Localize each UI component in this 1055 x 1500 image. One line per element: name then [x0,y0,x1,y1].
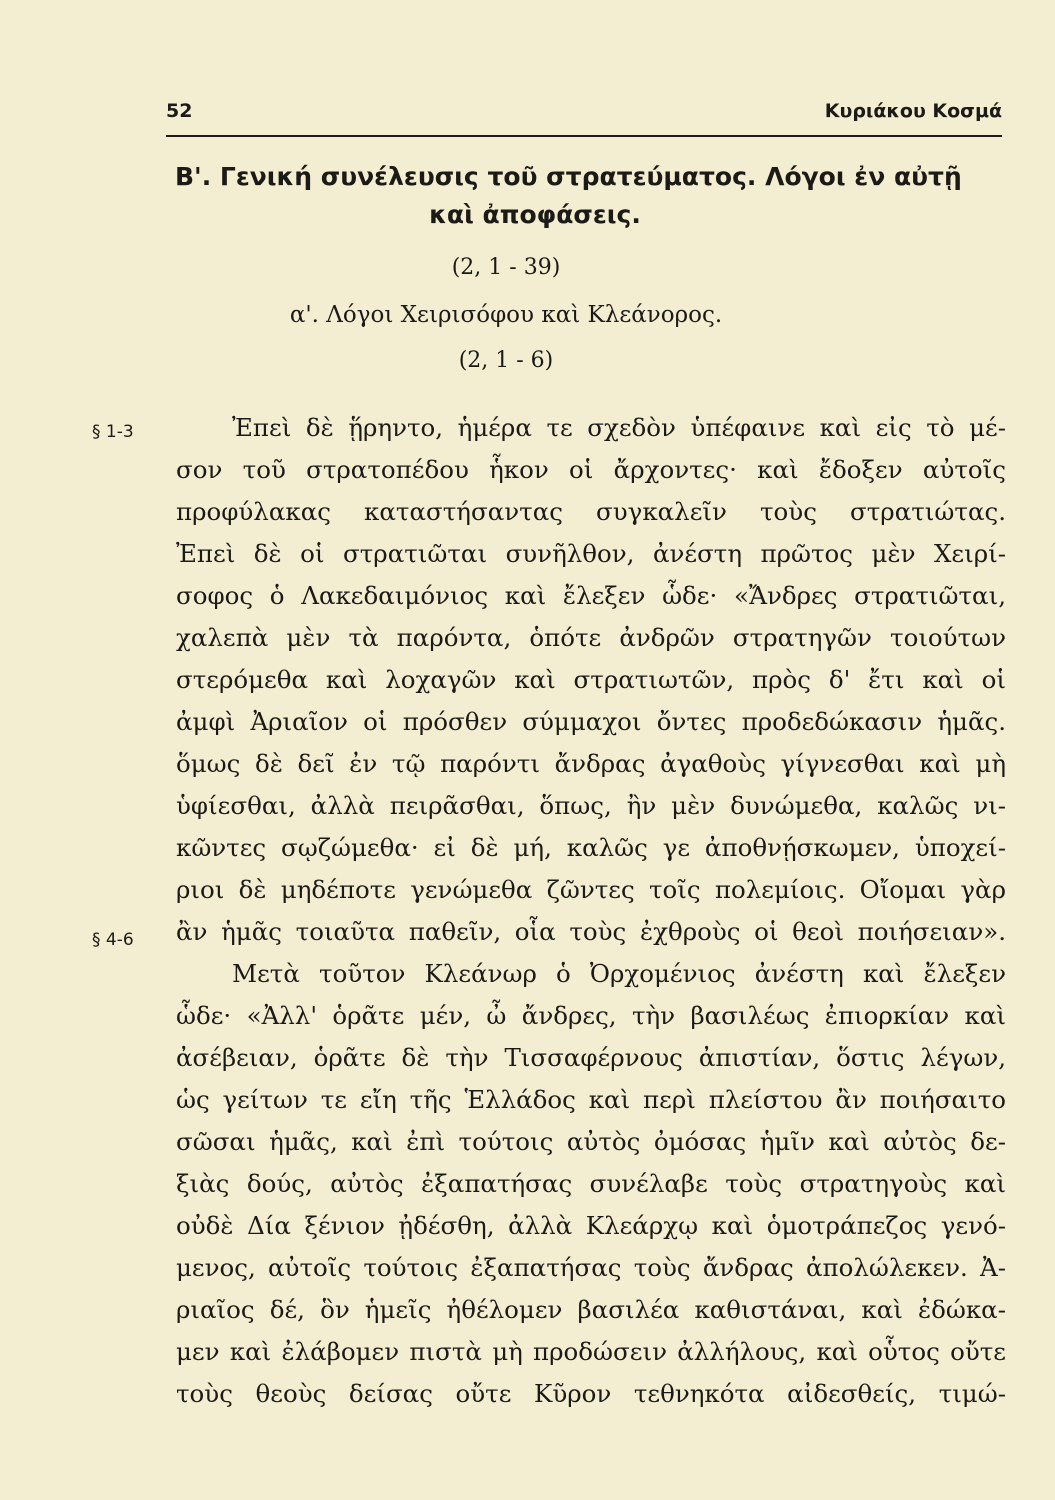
text-line: οὐδὲ Δία ξένιον ᾐδέσθη, ἀλλὰ Κλεάρχῳ καὶ ὁμοτράπεζος γενό- [176,1211,1006,1240]
text-line: χαλεπὰ μὲν τὰ παρόντα, ὁπότε ἀνδρῶν στρατηγῶν τοιούτων [176,623,1006,652]
text-line: στερόμεθα καὶ λοχαγῶν καὶ στρατιωτῶν, πρὸς δ' ἔτι καὶ οἱ [176,665,1006,694]
text-line: τοὺς θεοὺς δείσας οὔτε Κῦρον τεθνηκότα αἰδεσθείς, τιμώ- [176,1379,1006,1408]
running-head [166,100,1002,128]
text-line: ριοι δὲ μηδέποτε γενώμεθα ζῶντες τοῖς πολεμίοις. Οἴομαι γὰρ [176,875,1006,904]
text-line: σῶσαι ἡμᾶς, καὶ ἐπὶ τούτοις αὐτὸς ὀμόσας ἡμῖν καὶ αὐτὸς δε- [176,1127,1006,1156]
header-rule [166,135,1002,137]
text-line: Ἐπεὶ δὲ ᾕρηντο, ἡμέρα τε σχεδὸν ὑπέφαινε καὶ εἰς τὸ μέ- [232,413,1006,442]
text-line: Ἐπεὶ δὲ οἱ στρατιῶται συνῆλθον, ἀνέστη πρῶτος μὲν Χειρί- [176,539,1006,568]
text-line: ἀσέβειαν, ὁρᾶτε δὲ τὴν Τισσαφέρνους ἀπιστίαν, ὅστις λέγων, [176,1043,1006,1072]
subsection-reference: (2, 1 - 6) [458,348,554,373]
text-line: Μετὰ τοῦτον Κλεάνωρ ὁ Ὀρχομένιος ἀνέστη καὶ ἔλεξεν [232,959,1006,988]
running-title: Κυριάκου Κοσμά [824,100,1002,122]
section-heading-line2: καὶ ἀποφάσεις. [429,200,641,229]
text-line: μενος, αὐτοῖς τούτοις ἐξαπατήσας τοὺς ἄνδρας ἀπολώλεκεν. Ἀ- [176,1253,1006,1282]
text-line: μεν καὶ ἐλάβομεν πιστὰ μὴ προδώσειν ἀλλήλους, καὶ οὗτος οὔτε [176,1337,1006,1366]
text-line: ἀμφὶ Ἀριαῖον οἱ πρόσθεν σύμμαχοι ὄντες προδεδώκασιν ἡμᾶς. [176,707,1006,736]
text-line: προφύλακας καταστήσαντας συγκαλεῖν τοὺς στρατιώτας. [176,497,1006,526]
text-line: ἂν ἡμᾶς τοιαῦτα παθεῖν, οἷα τοὺς ἐχθροὺς οἱ θεοὶ ποιήσειαν». [176,917,1006,946]
text-line: ὧδε· «Ἀλλ' ὁρᾶτε μέν, ὦ ἄνδρες, τὴν βασιλέως ἐπιορκίαν καὶ [176,1001,1006,1030]
margin-note-paragraph-1: § 1-3 [92,422,134,442]
text-line: ριαῖος δέ, ὃν ἡμεῖς ἠθέλομεν βασιλέα καθιστάναι, καὶ ἐδώκα- [176,1295,1006,1324]
section-heading-line1: Β'. Γενική συνέλευσις τοῦ στρατεύματος. Λόγοι ἐν αὐτῇ [175,162,962,191]
text-line: ὅμως δὲ δεῖ ἐν τῷ παρόντι ἄνδρας ἀγαθοὺς γίγνεσθαι καὶ μὴ [176,749,1006,778]
section-reference: (2, 1 - 39) [451,255,561,280]
text-line: σοφος ὁ Λακεδαιμόνιος καὶ ἔλεξεν ὧδε· «Ἄνδρες στρατιῶται, [176,581,1006,610]
text-line: ὑφίεσθαι, ἀλλὰ πειρᾶσθαι, ὅπως, ἢν μὲν δυνώμεθα, καλῶς νι- [176,791,1006,820]
page-number: 52 [166,100,193,122]
text-line: κῶντες σῳζώμεθα· εἰ δὲ μή, καλῶς γε ἀποθνῄσκωμεν, ὑποχεί- [176,833,1006,862]
section-heading [175,158,1005,234]
text-line: σον τοῦ στρατοπέδου ἧκον οἱ ἄρχοντες· καὶ ἔδοξεν αὐτοῖς [176,455,1006,484]
margin-note-paragraph-2: § 4-6 [92,930,134,950]
text-line: ξιὰς δούς, αὐτὸς ἐξαπατήσας συνέλαβε τοὺς στρατηγοὺς καὶ [176,1169,1006,1198]
text-line: ὡς γείτων τε εἴη τῆς Ἑλλάδος καὶ περὶ πλείστου ἂν ποιήσαιτο [176,1085,1006,1114]
subsection-title: α'. Λόγοι Χειρισόφου καὶ Κλεάνορος. [289,302,723,328]
